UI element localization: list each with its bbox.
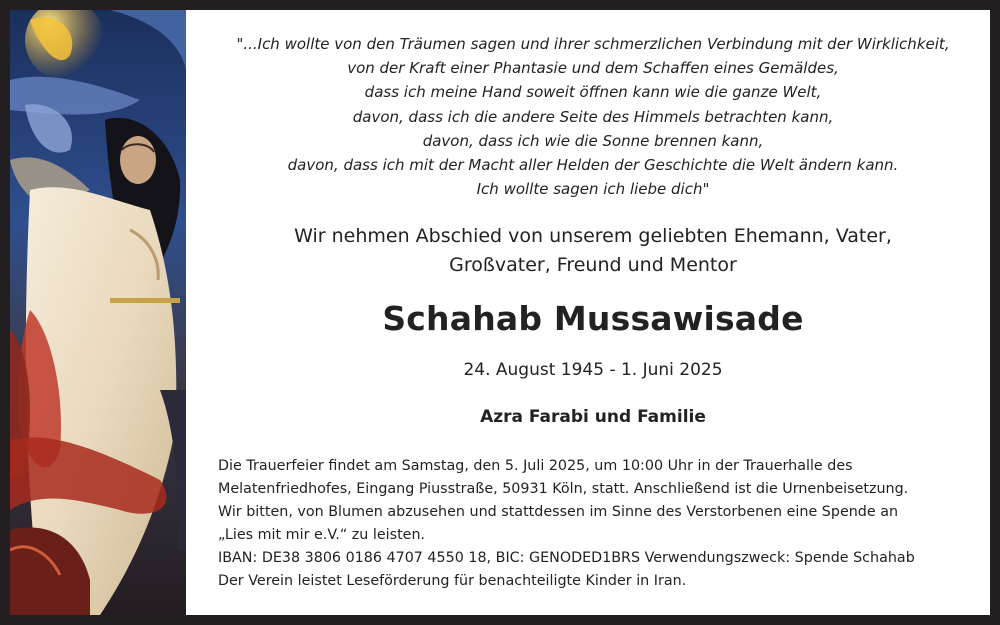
details-line: IBAN: DE38 3806 0186 4707 4550 18, BIC: GENODED1BRS Verwendungszweck: Spende Schahab xyxy=(218,550,915,566)
quote-line: Ich wollte sagen ich liebe dich" xyxy=(476,180,710,199)
quote-line: von der Kraft einer Phantasie und dem Schaffen eines Gemäldes, xyxy=(347,59,839,78)
farewell-intro xyxy=(196,222,990,280)
obituary-content xyxy=(196,10,990,615)
poem-quote xyxy=(196,32,990,201)
deceased-name: Schahab Mussawisade xyxy=(382,299,804,338)
details-line: Der Verein leistet Leseförderung für benachteiligte Kinder in Iran. xyxy=(218,573,687,589)
intro-line: Wir nehmen Abschied von unserem geliebten Ehemann, Vater, xyxy=(294,225,892,247)
quote-line: davon, dass ich wie die Sonne brennen kann, xyxy=(422,131,764,150)
quote-line: "...Ich wollte von den Träumen sagen und ihrer schmerzlichen Verbindung mit der Wirklichkeit, xyxy=(236,35,950,53)
intro-line: Großvater, Freund und Mentor xyxy=(449,254,737,276)
quote-line: davon, dass ich die andere Seite des Himmels betrachten kann, xyxy=(352,107,834,126)
painting-image xyxy=(10,10,186,615)
quote-line: dass ich meine Hand soweit öffnen kann wie die ganze Welt, xyxy=(364,83,822,102)
family-signature: Azra Farabi und Familie xyxy=(480,407,706,427)
details-line: Melatenfriedhofes, Eingang Piusstraße, 50931 Köln, statt. Anschließend ist die Urnenbeisetzung. xyxy=(218,481,909,497)
details-line: Die Trauerfeier findet am Samstag, den 5. Juli 2025, um 10:00 Uhr in der Trauerhalle des xyxy=(218,458,853,474)
quote-line: davon, dass ich mit der Macht aller Helden der Geschichte die Welt ändern kann. xyxy=(287,156,899,175)
details-line: „Lies mit mir e.V.“ zu leisten. xyxy=(218,527,426,543)
painting-artwork xyxy=(10,10,186,615)
details-line: Wir bitten, von Blumen abzusehen und stattdessen im Sinne des Verstorbenen eine Spende an xyxy=(218,504,899,520)
life-dates: 24. August 1945 - 1. Juni 2025 xyxy=(463,360,723,380)
ceremony-details xyxy=(218,455,978,593)
